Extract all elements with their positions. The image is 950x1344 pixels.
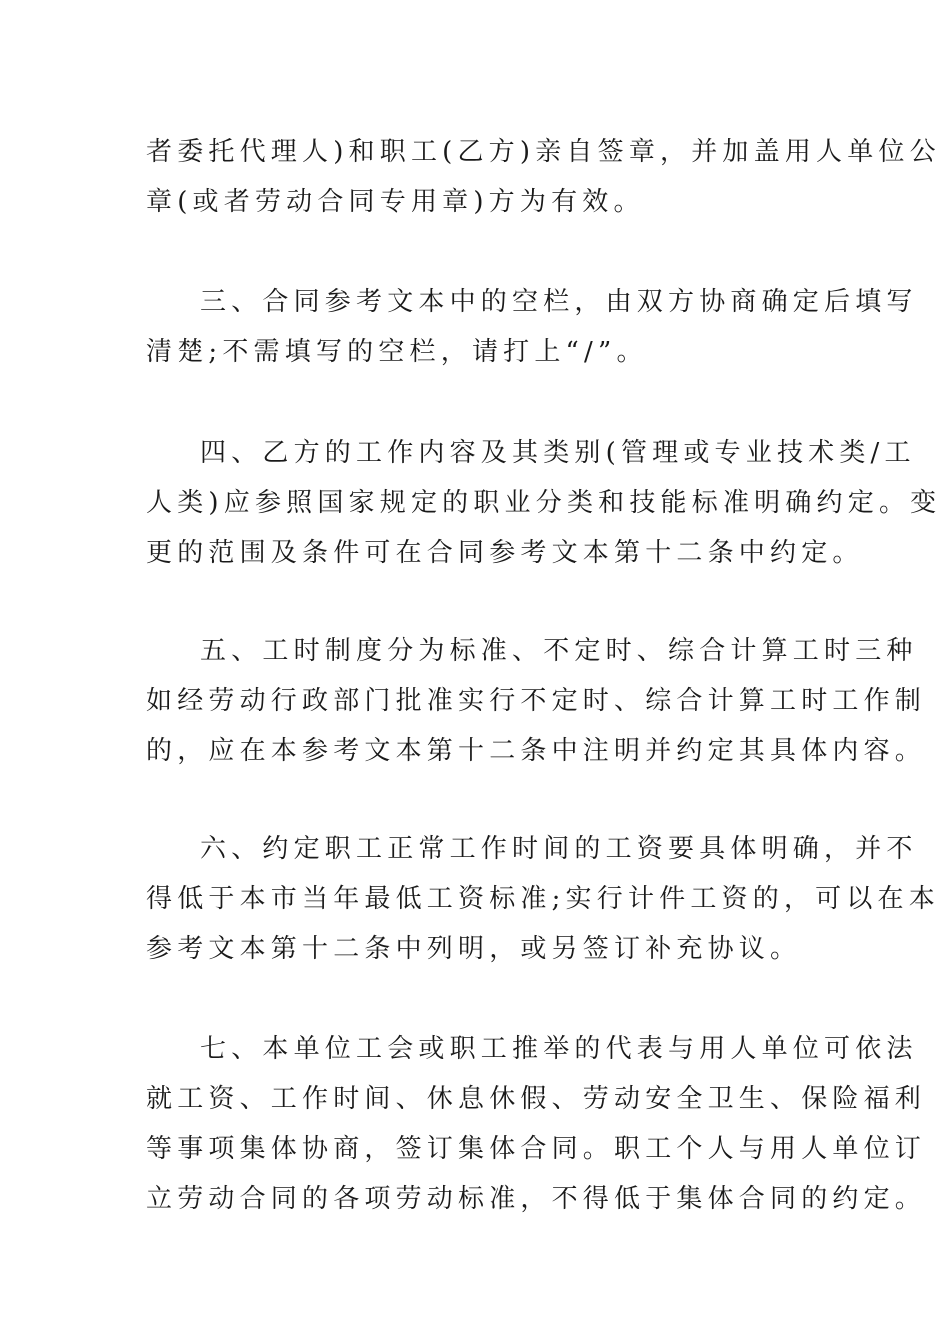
text-line: 人类)应参照国家规定的职业分类和技能标准明确约定。变 (146, 488, 942, 518)
text-line: 等事项集体协商，签订集体合同。职工个人与用人单位订 (146, 1134, 927, 1164)
text-line: 五、工时制度分为标准、不定时、综合计算工时三种 (200, 636, 918, 666)
text-line: 四、乙方的工作内容及其类别(管理或专业技术类/工 (200, 438, 916, 468)
text-line: 七、本单位工会或职工推举的代表与用人单位可依法 (200, 1034, 918, 1064)
text-line: 章(或者劳动合同专用章)方为有效。 (146, 187, 645, 217)
text-line: 如经劳动行政部门批准实行不定时、综合计算工时工作制 (146, 686, 927, 716)
text-line: 就工资、工作时间、休息休假、劳动安全卫生、保险福利 (146, 1084, 927, 1114)
text-line: 清楚;不需填写的空栏，请打上“/”。 (146, 337, 648, 367)
text-line: 参考文本第十二条中列明，或另签订补充协议。 (146, 934, 802, 964)
text-line: 立劳动合同的各项劳动标准，不得低于集体合同的约定。 (146, 1184, 927, 1214)
text-line: 的，应在本参考文本第十二条中注明并约定其具体内容。 (146, 736, 927, 766)
text-line: 六、约定职工正常工作时间的工资要具体明确，并不 (200, 834, 918, 864)
text-line: 更的范围及条件可在合同参考文本第十二条中约定。 (146, 538, 864, 568)
text-line: 三、合同参考文本中的空栏，由双方协商确定后填写 (200, 287, 918, 317)
text-line: 得低于本市当年最低工资标准;实行计件工资的，可以在本 (146, 884, 940, 914)
text-line: 者委托代理人)和职工(乙方)亲自签章，并加盖用人单位公 (146, 137, 941, 167)
